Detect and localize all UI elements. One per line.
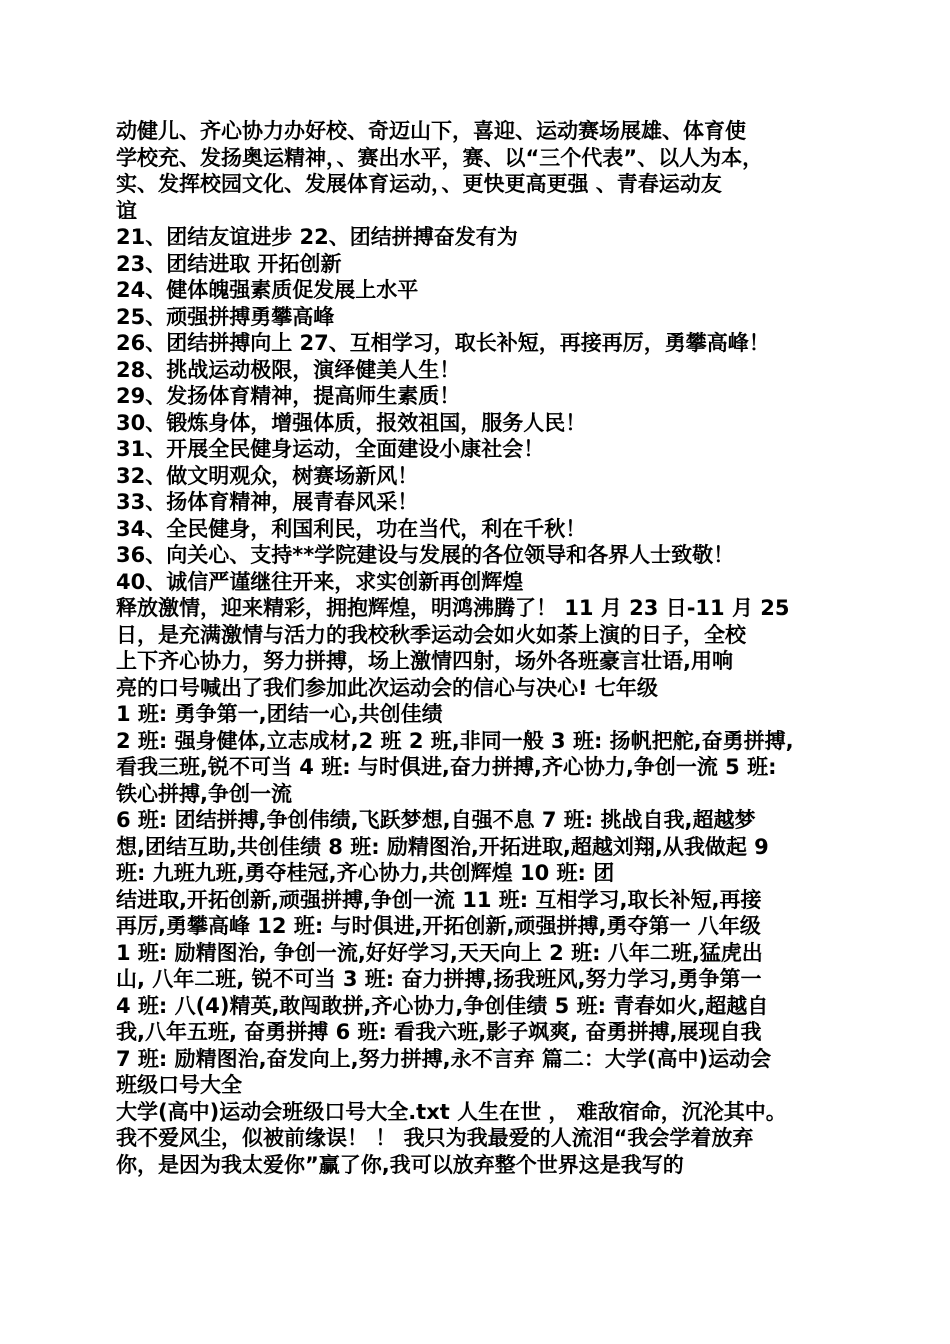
section-heading-line: 班级口号大全: [116, 1073, 242, 1097]
slogan-line: 26、团结拼搏向上 27、互相学习，取长补短，再接再厉，勇攀高峰！: [116, 331, 770, 355]
class-slogan-line: 山, 八年二班, 锐不可当 3 班: 奋力拼搏,扬我班风,努力学习,勇争第一: [116, 967, 762, 991]
text-line: 我不爱风尘，似被前缘误！ ！ 我只为我最爱的人流泪“我会学着放弃: [116, 1126, 754, 1150]
slogan-line: 36、向关心、支持**学院建设与发展的各位领导和各界人士致敬！: [116, 543, 735, 567]
slogan-line: 28、挑战运动极限，演绎健美人生！: [116, 357, 461, 382]
text-line: 动健儿、齐心协力办好校、奇迈山下，喜迎、运动赛场展雄、体育使: [116, 119, 746, 143]
class-slogan-line: 看我三班,锐不可当 4 班: 与时俱进,奋力拼搏,齐心协力,争创一流 5 班:: [116, 755, 777, 779]
slogan-line: 25、顽强拼搏勇攀高峰: [116, 304, 335, 329]
class-slogan-line: 1 班: 励精图治, 争创一流,好好学习,天天向上 2 班: 八年二班,猛虎出: [116, 940, 763, 965]
slogan-line: 31、开展全民健身运动，全面建设小康社会！: [116, 437, 545, 461]
text-line: 日，是充满激情与活力的我校秋季运动会如火如荼上演的日子，全校: [116, 622, 746, 647]
class-slogan-line: 想,团结互助,共创佳绩 8 班: 励精图治,开拓进取,超越刘翔,从我做起 9: [116, 834, 769, 859]
slogan-line: 32、做文明观众，树赛场新风！: [116, 463, 419, 488]
text-line: 释放激情，迎来精彩，拥抱辉煌，明鸿沸腾了！ 11 月 23 日-11 月 25: [116, 596, 790, 620]
class-slogan-line: 我,八年五班, 奋勇拼搏 6 班: 看我六班,影子飒爽, 奋勇拼搏,展现自我: [116, 1020, 762, 1044]
text-line: 亮的口号喊出了我们参加此次运动会的信心与决心! 七年级: [116, 675, 658, 700]
slogan-line: 23、团结进取 开拓创新: [116, 251, 342, 276]
class-slogan-line: 1 班: 勇争第一,团结一心,共创佳绩: [116, 702, 443, 726]
class-slogan-line: 铁心拼搏,争创一流: [116, 781, 292, 806]
slogan-line: 24、健体魄强素质促发展上水平: [116, 278, 419, 302]
class-slogan-line: 4 班: 八(4)精英,敢闯敢拼,齐心协力,争创佳绩 5 班: 青春如火,超越自: [116, 993, 769, 1018]
class-slogan-line: 再厉,勇攀高峰 12 班: 与时俱进,开拓创新,顽强拼搏,勇夺第一 八年级: [116, 914, 761, 938]
text-line: 学校充、发扬奥运精神，、赛出水平，赛、以“三个代表”、以人为本，: [116, 145, 764, 170]
class-slogan-line: 结进取,开拓创新,顽强拼搏,争创一流 11 班: 互相学习,取长补短,再接: [116, 887, 762, 912]
class-slogan-line: 2 班: 强身健体,立志成材,2 班 2 班,非同一般 3 班: 扬帆把舵,奋勇拼搏,: [116, 728, 794, 753]
text-line: 实、发挥校园文化、发展体育运动，、更快更高更强 、青春运动友: [116, 172, 722, 196]
text-line: 你，是因为我太爱你”赢了你,我可以放弃整个世界这是我写的: [116, 1152, 684, 1177]
class-slogan-line: 6 班: 团结拼搏,争创伟绩,飞跃梦想,自强不息 7 班: 挑战自我,超越梦: [116, 808, 756, 832]
text-line: 谊: [116, 198, 137, 223]
slogan-line: 40、诚信严谨继往开来，求实创新再创辉煌: [116, 569, 524, 594]
class-slogan-line: 7 班: 励精图治,奋发向上,努力拼搏,永不言弃 篇二：大学(高中)运动会: [116, 1046, 772, 1071]
class-slogan-line: 班: 九班九班,勇夺桂冠,齐心协力,共创辉煌 10 班: 团: [116, 861, 615, 885]
text-line: 大学(高中)运动会班级口号大全.txt 人生在世 ， 难敌宿命，沉沦其中。: [116, 1099, 787, 1124]
document-body: [116, 118, 846, 1178]
slogan-line: 21、团结友谊进步 22、团结拼搏奋发有为: [116, 225, 518, 249]
slogan-line: 29、发扬体育精神，提高师生素质！: [116, 384, 461, 408]
text-line: 上下齐心协力，努力拼搏，场上激情四射，场外各班豪言壮语,用响: [116, 649, 733, 673]
slogan-line: 30、锻炼身体，增强体质，报效祖国，服务人民！: [116, 410, 587, 435]
slogan-line: 33、扬体育精神，展青春风采！: [116, 490, 419, 514]
slogan-line: 34、全民健身，利国利民，功在当代，利在千秋！: [116, 516, 587, 541]
